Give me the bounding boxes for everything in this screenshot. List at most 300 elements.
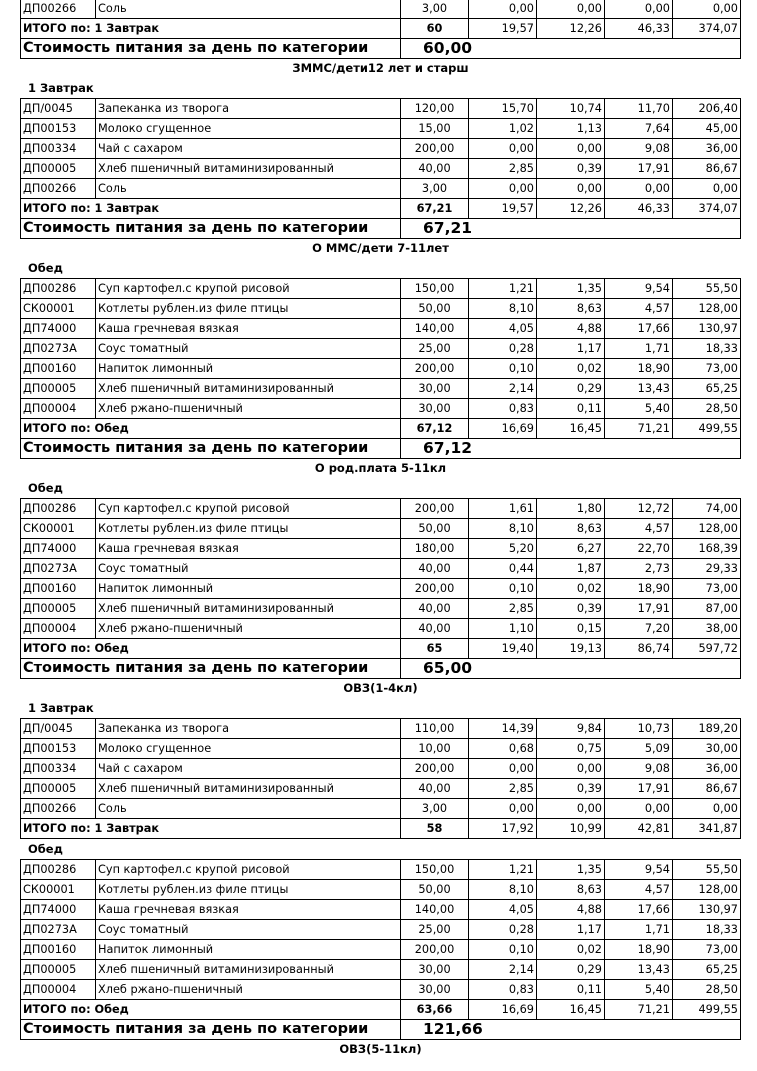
dish-name: Каша гречневая вязкая xyxy=(96,539,401,559)
dish-proteins: 4,05 xyxy=(469,900,537,920)
dish-code: СК00001 xyxy=(21,880,96,900)
dish-proteins: 0,10 xyxy=(469,940,537,960)
dish-fats: 1,17 xyxy=(537,339,605,359)
dish-quantity: 40,00 xyxy=(401,599,469,619)
dish-carbs: 17,91 xyxy=(605,779,673,799)
dish-calories: 18,33 xyxy=(673,339,741,359)
dish-calories: 29,33 xyxy=(673,559,741,579)
dish-name: Каша гречневая вязкая xyxy=(96,319,401,339)
dish-fats: 0,02 xyxy=(537,579,605,599)
meal-title: 1 Завтрак xyxy=(28,81,94,95)
dish-row xyxy=(21,179,741,199)
meal-total-carbs: 46,33 xyxy=(605,19,673,39)
dish-proteins: 1,10 xyxy=(469,619,537,639)
dish-calories: 0,00 xyxy=(673,799,741,819)
dish-proteins: 0,68 xyxy=(469,739,537,759)
meal-table xyxy=(20,498,741,679)
meal-total-fats: 12,26 xyxy=(537,19,605,39)
dish-code: ДП00266 xyxy=(21,179,96,199)
dish-row xyxy=(21,519,741,539)
dish-fats: 0,00 xyxy=(537,179,605,199)
dish-fats: 6,27 xyxy=(537,539,605,559)
dish-row xyxy=(21,880,741,900)
meal-total-calories: 341,87 xyxy=(673,819,741,839)
dish-proteins: 0,00 xyxy=(469,139,537,159)
dish-proteins: 2,85 xyxy=(469,599,537,619)
meal-total-row xyxy=(21,639,741,659)
category-title: ОВЗ(5-11кл) xyxy=(339,1042,422,1056)
meal-total-row xyxy=(21,819,741,839)
dish-name: Хлеб ржано-пшеничный xyxy=(96,619,401,639)
day-cost-label: Стоимость питания за день по категории xyxy=(21,439,401,459)
dish-row xyxy=(21,279,741,299)
day-cost-label: Стоимость питания за день по категории xyxy=(21,659,401,679)
day-cost-value: 67,21 xyxy=(401,219,741,239)
dish-fats: 0,15 xyxy=(537,619,605,639)
dish-name: Запеканка из творога xyxy=(96,99,401,119)
dish-proteins: 0,00 xyxy=(469,799,537,819)
dish-proteins: 0,83 xyxy=(469,980,537,1000)
meal-total-row xyxy=(21,419,741,439)
dish-fats: 0,02 xyxy=(537,940,605,960)
dish-calories: 55,50 xyxy=(673,279,741,299)
dish-code: ДП00005 xyxy=(21,379,96,399)
dish-proteins: 2,14 xyxy=(469,379,537,399)
dish-carbs: 10,73 xyxy=(605,719,673,739)
dish-calories: 128,00 xyxy=(673,519,741,539)
dish-quantity: 3,00 xyxy=(401,799,469,819)
dish-name: Соус томатный xyxy=(96,559,401,579)
dish-calories: 18,33 xyxy=(673,920,741,940)
dish-name: Хлеб пшеничный витаминизированный xyxy=(96,379,401,399)
meal-total-fats: 12,26 xyxy=(537,199,605,219)
dish-calories: 28,50 xyxy=(673,399,741,419)
dish-quantity: 30,00 xyxy=(401,960,469,980)
dish-calories: 189,20 xyxy=(673,719,741,739)
dish-calories: 128,00 xyxy=(673,299,741,319)
day-cost-row xyxy=(21,1020,741,1040)
dish-carbs: 22,70 xyxy=(605,539,673,559)
category-title: О ММС/дети 7-11лет xyxy=(312,241,449,255)
dish-code: ДП00005 xyxy=(21,779,96,799)
dish-proteins: 2,14 xyxy=(469,960,537,980)
dish-code: ДП00286 xyxy=(21,860,96,880)
dish-code: ДП00334 xyxy=(21,759,96,779)
dish-quantity: 200,00 xyxy=(401,759,469,779)
dish-calories: 87,00 xyxy=(673,599,741,619)
dish-name: Соус томатный xyxy=(96,339,401,359)
day-cost-value: 67,12 xyxy=(401,439,741,459)
dish-code: ДП0273А xyxy=(21,920,96,940)
dish-proteins: 0,00 xyxy=(469,179,537,199)
dish-name: Чай с сахаром xyxy=(96,759,401,779)
dish-carbs: 18,90 xyxy=(605,359,673,379)
meal-table xyxy=(20,718,741,839)
dish-code: ДП00266 xyxy=(21,799,96,819)
dish-fats: 4,88 xyxy=(537,900,605,920)
dish-carbs: 5,40 xyxy=(605,980,673,1000)
dish-row xyxy=(21,159,741,179)
dish-quantity: 40,00 xyxy=(401,559,469,579)
dish-row xyxy=(21,319,741,339)
dish-row xyxy=(21,359,741,379)
dish-carbs: 12,72 xyxy=(605,499,673,519)
dish-proteins: 0,00 xyxy=(469,0,537,19)
dish-quantity: 30,00 xyxy=(401,399,469,419)
dish-name: Хлеб пшеничный витаминизированный xyxy=(96,960,401,980)
meal-total-carbs: 42,81 xyxy=(605,819,673,839)
dish-carbs: 0,00 xyxy=(605,0,673,19)
meal-total-row xyxy=(21,199,741,219)
dish-name: Чай с сахаром xyxy=(96,139,401,159)
dish-row xyxy=(21,299,741,319)
category-title: ЗММС/дети12 лет и старш xyxy=(292,61,469,75)
dish-proteins: 1,61 xyxy=(469,499,537,519)
dish-row xyxy=(21,759,741,779)
meal-total-calories: 597,72 xyxy=(673,639,741,659)
dish-carbs: 11,70 xyxy=(605,99,673,119)
dish-quantity: 150,00 xyxy=(401,279,469,299)
dish-fats: 0,00 xyxy=(537,0,605,19)
dish-fats: 4,88 xyxy=(537,319,605,339)
dish-code: ДП00160 xyxy=(21,940,96,960)
dish-carbs: 4,57 xyxy=(605,519,673,539)
dish-proteins: 0,28 xyxy=(469,339,537,359)
day-cost-value: 65,00 xyxy=(401,659,741,679)
dish-name: Котлеты рублен.из филе птицы xyxy=(96,880,401,900)
dish-code: ДП74000 xyxy=(21,319,96,339)
dish-row xyxy=(21,860,741,880)
meal-title: Обед xyxy=(28,481,63,495)
meal-total-label: ИТОГО по: 1 Завтрак xyxy=(21,199,401,219)
dish-quantity: 10,00 xyxy=(401,739,469,759)
dish-fats: 0,39 xyxy=(537,599,605,619)
dish-fats: 10,74 xyxy=(537,99,605,119)
day-cost-row xyxy=(21,219,741,239)
dish-code: СК00001 xyxy=(21,299,96,319)
dish-code: ДП00334 xyxy=(21,139,96,159)
dish-fats: 0,11 xyxy=(537,399,605,419)
dish-row xyxy=(21,139,741,159)
meal-total-row xyxy=(21,1000,741,1020)
dish-proteins: 1,21 xyxy=(469,860,537,880)
dish-quantity: 3,00 xyxy=(401,0,469,19)
day-cost-label: Стоимость питания за день по категории xyxy=(21,39,401,59)
dish-fats: 8,63 xyxy=(537,880,605,900)
dish-code: ДП00004 xyxy=(21,619,96,639)
meal-total-carbs: 71,21 xyxy=(605,419,673,439)
dish-carbs: 0,00 xyxy=(605,799,673,819)
dish-fats: 9,84 xyxy=(537,719,605,739)
dish-carbs: 5,09 xyxy=(605,739,673,759)
dish-calories: 36,00 xyxy=(673,139,741,159)
dish-calories: 0,00 xyxy=(673,179,741,199)
dish-name: Суп картофел.с крупой рисовой xyxy=(96,279,401,299)
dish-quantity: 200,00 xyxy=(401,499,469,519)
dish-quantity: 25,00 xyxy=(401,920,469,940)
dish-quantity: 25,00 xyxy=(401,339,469,359)
dish-name: Напиток лимонный xyxy=(96,940,401,960)
dish-quantity: 140,00 xyxy=(401,319,469,339)
meal-title: Обед xyxy=(28,261,63,275)
meal-total-proteins: 19,57 xyxy=(469,19,537,39)
category-title: О род.плата 5-11кл xyxy=(314,461,447,475)
dish-fats: 0,11 xyxy=(537,980,605,1000)
dish-proteins: 0,00 xyxy=(469,759,537,779)
dish-fats: 0,39 xyxy=(537,779,605,799)
dish-fats: 1,80 xyxy=(537,499,605,519)
dish-code: ДП0273А xyxy=(21,339,96,359)
dish-proteins: 5,20 xyxy=(469,539,537,559)
dish-row xyxy=(21,379,741,399)
day-cost-row xyxy=(21,439,741,459)
dish-calories: 73,00 xyxy=(673,359,741,379)
dish-carbs: 5,40 xyxy=(605,399,673,419)
dish-name: Напиток лимонный xyxy=(96,579,401,599)
dish-code: ДП74000 xyxy=(21,900,96,920)
dish-calories: 86,67 xyxy=(673,779,741,799)
meal-table xyxy=(20,0,741,59)
dish-row xyxy=(21,339,741,359)
dish-row xyxy=(21,599,741,619)
dish-name: Котлеты рублен.из филе птицы xyxy=(96,519,401,539)
meal-total-proteins: 16,69 xyxy=(469,1000,537,1020)
meal-total-carbs: 46,33 xyxy=(605,199,673,219)
dish-carbs: 18,90 xyxy=(605,579,673,599)
dish-fats: 8,63 xyxy=(537,299,605,319)
dish-quantity: 50,00 xyxy=(401,880,469,900)
meal-total-calories: 374,07 xyxy=(673,199,741,219)
dish-code: ДП00160 xyxy=(21,579,96,599)
day-cost-row xyxy=(21,39,741,59)
dish-fats: 0,29 xyxy=(537,960,605,980)
dish-calories: 28,50 xyxy=(673,980,741,1000)
dish-code: ДП/0045 xyxy=(21,99,96,119)
dish-code: ДП00153 xyxy=(21,739,96,759)
dish-name: Суп картофел.с крупой рисовой xyxy=(96,860,401,880)
day-cost-label: Стоимость питания за день по категории xyxy=(21,1020,401,1040)
dish-code: ДП74000 xyxy=(21,539,96,559)
meal-total-calories: 374,07 xyxy=(673,19,741,39)
dish-calories: 55,50 xyxy=(673,860,741,880)
dish-proteins: 0,10 xyxy=(469,579,537,599)
meal-total-fats: 19,13 xyxy=(537,639,605,659)
meal-total-price: 58 xyxy=(401,819,469,839)
dish-code: ДП00153 xyxy=(21,119,96,139)
dish-name: Хлеб пшеничный витаминизированный xyxy=(96,159,401,179)
dish-calories: 73,00 xyxy=(673,940,741,960)
dish-fats: 1,35 xyxy=(537,279,605,299)
dish-code: ДП00005 xyxy=(21,599,96,619)
dish-name: Запеканка из творога xyxy=(96,719,401,739)
dish-carbs: 18,90 xyxy=(605,940,673,960)
dish-calories: 168,39 xyxy=(673,539,741,559)
dish-carbs: 9,08 xyxy=(605,759,673,779)
dish-quantity: 150,00 xyxy=(401,860,469,880)
dish-row xyxy=(21,719,741,739)
dish-calories: 30,00 xyxy=(673,739,741,759)
dish-fats: 0,29 xyxy=(537,379,605,399)
meal-total-label: ИТОГО по: Обед xyxy=(21,639,401,659)
dish-carbs: 7,64 xyxy=(605,119,673,139)
dish-quantity: 140,00 xyxy=(401,900,469,920)
dish-proteins: 0,28 xyxy=(469,920,537,940)
meal-total-calories: 499,55 xyxy=(673,419,741,439)
dish-name: Напиток лимонный xyxy=(96,359,401,379)
dish-name: Хлеб ржано-пшеничный xyxy=(96,980,401,1000)
dish-proteins: 4,05 xyxy=(469,319,537,339)
dish-fats: 1,17 xyxy=(537,920,605,940)
dish-proteins: 15,70 xyxy=(469,99,537,119)
dish-row xyxy=(21,99,741,119)
dish-quantity: 200,00 xyxy=(401,359,469,379)
dish-carbs: 17,91 xyxy=(605,159,673,179)
dish-calories: 206,40 xyxy=(673,99,741,119)
dish-carbs: 7,20 xyxy=(605,619,673,639)
dish-code: СК00001 xyxy=(21,519,96,539)
meal-total-label: ИТОГО по: 1 Завтрак xyxy=(21,19,401,39)
day-cost-label: Стоимость питания за день по категории xyxy=(21,219,401,239)
dish-quantity: 50,00 xyxy=(401,519,469,539)
dish-name: Молоко сгущенное xyxy=(96,739,401,759)
dish-code: ДП00004 xyxy=(21,399,96,419)
dish-name: Соль xyxy=(96,799,401,819)
meal-table xyxy=(20,278,741,459)
dish-quantity: 120,00 xyxy=(401,99,469,119)
dish-quantity: 30,00 xyxy=(401,980,469,1000)
dish-quantity: 50,00 xyxy=(401,299,469,319)
dish-row xyxy=(21,779,741,799)
meal-total-proteins: 19,40 xyxy=(469,639,537,659)
dish-row xyxy=(21,499,741,519)
dish-quantity: 40,00 xyxy=(401,619,469,639)
dish-calories: 86,67 xyxy=(673,159,741,179)
meal-total-label: ИТОГО по: 1 Завтрак xyxy=(21,819,401,839)
dish-carbs: 13,43 xyxy=(605,960,673,980)
dish-row xyxy=(21,559,741,579)
dish-fats: 1,87 xyxy=(537,559,605,579)
meal-total-price: 67,21 xyxy=(401,199,469,219)
dish-quantity: 180,00 xyxy=(401,539,469,559)
day-cost-row xyxy=(21,659,741,679)
dish-name: Соус томатный xyxy=(96,920,401,940)
dish-code: ДП0273А xyxy=(21,559,96,579)
dish-fats: 0,02 xyxy=(537,359,605,379)
dish-name: Соль xyxy=(96,0,401,19)
dish-carbs: 17,91 xyxy=(605,599,673,619)
dish-carbs: 9,54 xyxy=(605,860,673,880)
dish-fats: 8,63 xyxy=(537,519,605,539)
dish-code: ДП00286 xyxy=(21,499,96,519)
meal-total-fats: 16,45 xyxy=(537,419,605,439)
dish-code: ДП00286 xyxy=(21,279,96,299)
dish-fats: 0,00 xyxy=(537,139,605,159)
dish-name: Хлеб пшеничный витаминизированный xyxy=(96,599,401,619)
meal-total-row xyxy=(21,19,741,39)
dish-row xyxy=(21,539,741,559)
dish-calories: 128,00 xyxy=(673,880,741,900)
dish-fats: 1,35 xyxy=(537,860,605,880)
dish-carbs: 2,73 xyxy=(605,559,673,579)
dish-carbs: 9,08 xyxy=(605,139,673,159)
dish-fats: 0,00 xyxy=(537,759,605,779)
dish-proteins: 1,02 xyxy=(469,119,537,139)
dish-code: ДП/0045 xyxy=(21,719,96,739)
dish-row xyxy=(21,900,741,920)
dish-carbs: 0,00 xyxy=(605,179,673,199)
dish-row xyxy=(21,980,741,1000)
dish-quantity: 15,00 xyxy=(401,119,469,139)
dish-proteins: 2,85 xyxy=(469,779,537,799)
dish-calories: 38,00 xyxy=(673,619,741,639)
dish-proteins: 0,10 xyxy=(469,359,537,379)
day-cost-value: 60,00 xyxy=(401,39,741,59)
dish-row xyxy=(21,399,741,419)
dish-code: ДП00160 xyxy=(21,359,96,379)
meal-total-fats: 16,45 xyxy=(537,1000,605,1020)
dish-name: Соль xyxy=(96,179,401,199)
meal-total-carbs: 86,74 xyxy=(605,639,673,659)
dish-fats: 0,75 xyxy=(537,739,605,759)
meal-total-proteins: 16,69 xyxy=(469,419,537,439)
dish-proteins: 8,10 xyxy=(469,519,537,539)
meal-total-price: 60 xyxy=(401,19,469,39)
dish-row xyxy=(21,940,741,960)
dish-calories: 65,25 xyxy=(673,960,741,980)
meal-total-proteins: 17,92 xyxy=(469,819,537,839)
dish-code: ДП00005 xyxy=(21,159,96,179)
meal-total-price: 65 xyxy=(401,639,469,659)
dish-carbs: 1,71 xyxy=(605,339,673,359)
dish-row xyxy=(21,960,741,980)
dish-carbs: 1,71 xyxy=(605,920,673,940)
dish-row xyxy=(21,799,741,819)
dish-calories: 130,97 xyxy=(673,900,741,920)
category-title: ОВЗ(1-4кл) xyxy=(343,681,418,695)
meal-total-price: 63,66 xyxy=(401,1000,469,1020)
dish-quantity: 200,00 xyxy=(401,579,469,599)
dish-carbs: 9,54 xyxy=(605,279,673,299)
dish-code: ДП00005 xyxy=(21,960,96,980)
dish-name: Молоко сгущенное xyxy=(96,119,401,139)
meal-total-fats: 10,99 xyxy=(537,819,605,839)
dish-fats: 0,39 xyxy=(537,159,605,179)
dish-calories: 130,97 xyxy=(673,319,741,339)
dish-carbs: 13,43 xyxy=(605,379,673,399)
meal-title: 1 Завтрак xyxy=(28,701,94,715)
dish-quantity: 110,00 xyxy=(401,719,469,739)
dish-calories: 74,00 xyxy=(673,499,741,519)
dish-carbs: 4,57 xyxy=(605,299,673,319)
meal-total-label: ИТОГО по: Обед xyxy=(21,1000,401,1020)
dish-code: ДП00004 xyxy=(21,980,96,1000)
menu-report xyxy=(20,0,741,1059)
dish-name: Каша гречневая вязкая xyxy=(96,900,401,920)
dish-proteins: 1,21 xyxy=(469,279,537,299)
dish-proteins: 0,83 xyxy=(469,399,537,419)
meal-total-proteins: 19,57 xyxy=(469,199,537,219)
day-cost-value: 121,66 xyxy=(401,1020,741,1040)
meal-table xyxy=(20,98,741,239)
dish-calories: 45,00 xyxy=(673,119,741,139)
dish-carbs: 4,57 xyxy=(605,880,673,900)
dish-quantity: 40,00 xyxy=(401,159,469,179)
meal-total-price: 67,12 xyxy=(401,419,469,439)
dish-row xyxy=(21,579,741,599)
dish-fats: 0,00 xyxy=(537,799,605,819)
dish-fats: 1,13 xyxy=(537,119,605,139)
meal-total-carbs: 71,21 xyxy=(605,1000,673,1020)
